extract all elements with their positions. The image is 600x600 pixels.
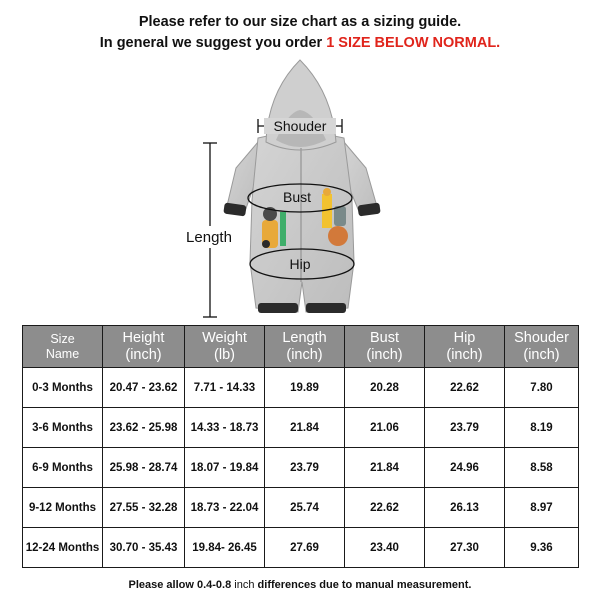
size-recommendation: 1 SIZE BELOW NORMAL. bbox=[326, 35, 501, 51]
table-row bbox=[23, 528, 579, 568]
header-line-2 bbox=[0, 33, 600, 54]
cell-size: 3-6 Months bbox=[23, 408, 103, 448]
cell-bust: 22.62 bbox=[345, 488, 425, 528]
cell-height: 30.70 - 35.43 bbox=[103, 528, 185, 568]
table-row bbox=[23, 488, 579, 528]
hip-label: Hip bbox=[289, 256, 311, 272]
cell-size: 9-12 Months bbox=[23, 488, 103, 528]
cell-shoulder: 9.36 bbox=[505, 528, 579, 568]
note-unit: inch bbox=[234, 579, 255, 591]
cell-bust: 20.28 bbox=[345, 368, 425, 408]
note-prefix: Please allow 0.4-0.8 bbox=[128, 579, 235, 591]
right-foot-cuff bbox=[306, 303, 346, 313]
romper-measurement-figure bbox=[0, 55, 600, 325]
header-length: Length (inch) bbox=[265, 326, 345, 368]
shoulder-label: Shouder bbox=[273, 118, 327, 134]
table-row bbox=[23, 408, 579, 448]
table-header-row bbox=[23, 326, 579, 368]
header-hip: Hip (inch) bbox=[425, 326, 505, 368]
cell-height: 23.62 - 25.98 bbox=[103, 408, 185, 448]
cell-bust: 21.06 bbox=[345, 408, 425, 448]
left-foot-cuff bbox=[258, 303, 298, 313]
header-weight: Weight (lb) bbox=[185, 326, 265, 368]
cell-height: 20.47 - 23.62 bbox=[103, 368, 185, 408]
cell-length: 19.89 bbox=[265, 368, 345, 408]
measurement-note bbox=[0, 579, 600, 591]
table-row bbox=[23, 368, 579, 408]
cell-weight: 18.07 - 19.84 bbox=[185, 448, 265, 488]
cell-hip: 24.96 bbox=[425, 448, 505, 488]
cell-bust: 23.40 bbox=[345, 528, 425, 568]
cell-shoulder: 8.19 bbox=[505, 408, 579, 448]
header-shoulder: Shouder (inch) bbox=[505, 326, 579, 368]
note-suffix: differences due to manual measurement. bbox=[254, 579, 472, 591]
length-label: Length bbox=[186, 229, 232, 246]
cell-hip: 22.62 bbox=[425, 368, 505, 408]
cell-weight: 19.84- 26.45 bbox=[185, 528, 265, 568]
page-header bbox=[0, 12, 600, 54]
header-line-1: Please refer to our size chart as a sizing guide. bbox=[138, 14, 462, 30]
size-chart-table bbox=[22, 325, 579, 568]
cell-shoulder: 8.58 bbox=[505, 448, 579, 488]
table-row bbox=[23, 448, 579, 488]
cell-height: 25.98 - 28.74 bbox=[103, 448, 185, 488]
cell-length: 21.84 bbox=[265, 408, 345, 448]
cell-size: 0-3 Months bbox=[23, 368, 103, 408]
cell-hip: 27.30 bbox=[425, 528, 505, 568]
cell-height: 27.55 - 32.28 bbox=[103, 488, 185, 528]
cell-size: 6-9 Months bbox=[23, 448, 103, 488]
cell-weight: 7.71 - 14.33 bbox=[185, 368, 265, 408]
header-line-2-prefix: In general we suggest you order bbox=[99, 35, 327, 51]
cell-size: 12-24 Months bbox=[23, 528, 103, 568]
cell-hip: 23.79 bbox=[425, 408, 505, 448]
cell-length: 23.79 bbox=[265, 448, 345, 488]
cell-weight: 18.73 - 22.04 bbox=[185, 488, 265, 528]
cell-shoulder: 7.80 bbox=[505, 368, 579, 408]
animal-print-left bbox=[262, 207, 286, 248]
header-size-name: Size Name bbox=[23, 326, 103, 368]
header-bust: Bust (inch) bbox=[345, 326, 425, 368]
cell-hip: 26.13 bbox=[425, 488, 505, 528]
header-height: Height (inch) bbox=[103, 326, 185, 368]
cell-shoulder: 8.97 bbox=[505, 488, 579, 528]
cell-length: 27.69 bbox=[265, 528, 345, 568]
bust-label: Bust bbox=[282, 189, 312, 205]
cell-weight: 14.33 - 18.73 bbox=[185, 408, 265, 448]
romper-illustration bbox=[0, 55, 600, 325]
cell-bust: 21.84 bbox=[345, 448, 425, 488]
cell-length: 25.74 bbox=[265, 488, 345, 528]
